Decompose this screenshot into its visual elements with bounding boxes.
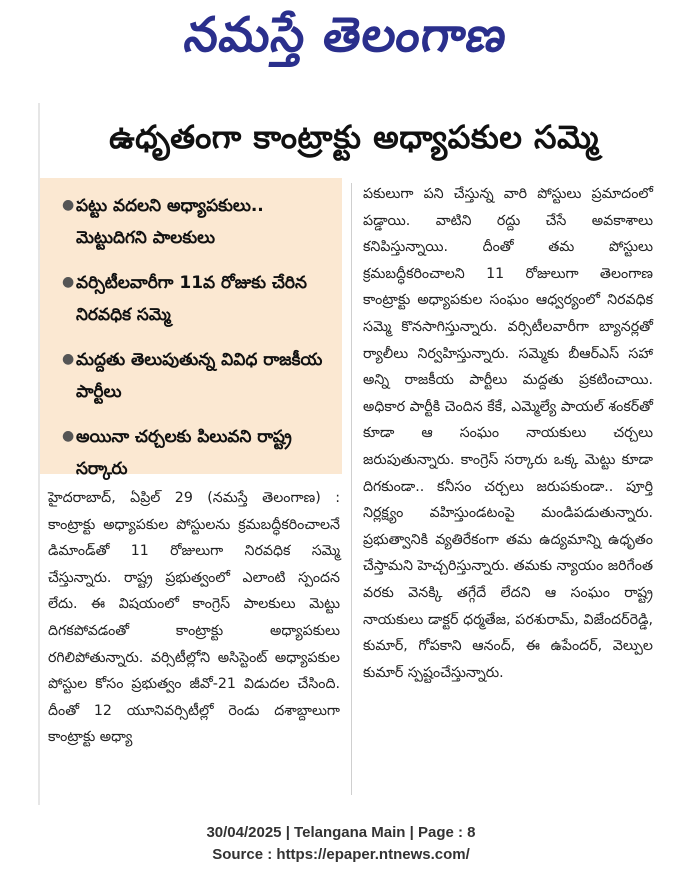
article-clipping <box>38 103 668 805</box>
newspaper-masthead <box>150 6 540 76</box>
bullet-icon: ● <box>62 274 75 290</box>
footer-source: Source : https://epaper.ntnews.com/ <box>212 846 470 863</box>
page-footer <box>0 822 682 866</box>
highlight-text: అయినా చర్చలకు పిలువని రాష్ట్ర సర్కారు <box>76 427 292 479</box>
highlight-text: పట్టు వదలని అధ్యాపకులు.. మెట్టుదిగని పాలకులు <box>76 196 264 248</box>
highlight-item <box>62 421 332 485</box>
masthead-logo-text: నమస్తే తెలంగాణ <box>180 7 512 63</box>
highlight-text: వర్సిటీలవారీగా 11వ రోజుకు చేరిన నిరవధిక సమ్మె <box>76 273 307 325</box>
highlight-text: మద్దతు తెలుపుతున్న వివిధ రాజకీయ పార్టీలు <box>76 350 323 402</box>
column-divider <box>351 183 352 795</box>
article-body-right-column: పకులుగా పని చేస్తున్న వారి పోస్టులు ప్రమాదంలో పడ్డాయి. వాటిని రద్దు చేసే అవకాశాలు కనిపిస్తున్నాయి. దీంతో తమ పోస్టులు క్రమబద్ధీకరించాలని 11 రోజులుగా తెలంగాణ కాంట్రాక్టు అధ్యాపకుల సంఘం ఆధ్వర్యంలో నిరవధిక సమ్మె కొనసాగిస్తున్నారు. వర్సిటీలవారీగా బ్యానర్లతో ర్యాలీలు నిర్వహిస్తున్నారు. సమ్మెకు బీఆర్‌ఎస్ సహా అన్ని రాజకీయ పార్టీలు మద్దతు ప్రకటించాయి. అధికార పార్టీకి చెందిన కేకే, ఎమ్మెల్యే పాయల్ శంకర్‌తో కూడా ఆ సంఘం నాయకులు చర్చలు జరుపుతున్నారు. కాంగ్రెస్ సర్కారు ఒక్క మెట్టు కూడా దిగకుండా.. కనీసం చర్చలు జరుపకుండా.. పూర్తి నిర్లక్ష్యం వహిస్తుండటంపై మండిపడుతున్నారు. ప్రభుత్వానికి వ్యతిరేకంగా తమ ఉద్యమాన్ని ఉధృతం చేస్తామని హెచ్చరిస్తున్నారు. తమకు న్యాయం జరిగేంత వరకు వెనక్కి తగ్గేదే లేదని ఆ సంఘం రాష్ట్ర నాయకులు డాక్టర్ ధర్మతేజ, పరశురామ్, విజేందర్‌రెడ్డి, కుమార్, గోపకాని ఆనంద్, ఈ ఉపేందర్, వెల్పుల కుమార్ స్పష్టంచేస్తున్నారు. <box>363 186 653 681</box>
bullet-icon: ● <box>62 428 75 444</box>
bullet-icon: ● <box>62 197 75 213</box>
highlight-item <box>62 267 332 331</box>
article-headline: ఉధృతంగా కాంట్రాక్టు అధ్యాపకుల సమ్మె <box>109 118 599 156</box>
highlight-item <box>62 344 332 408</box>
footer-edition-info: 30/04/2025 | Telangana Main | Page : 8 <box>206 824 476 841</box>
article-body-left-column: హైదరాబాద్, ఏప్రిల్ 29 (నమస్తే తెలంగాణ) : కాంట్రాక్టు అధ్యాపకుల పోస్టులను క్రమబద్ధీకరించాలనే డిమాండ్‌తో 11 రోజులుగా నిరవధిక సమ్మె చేస్తున్నారు. రాష్ట్ర ప్రభుత్వంలో ఎలాంటి స్పందన లేదు. ఈ విషయంలో కాంగ్రెస్ పాలకులు మెట్టు దిగకపోవడంతో కాంట్రాక్టు అధ్యాపకులు రగిలిపోతున్నారు. వర్సిటీల్లోని అసిస్టెంట్ అధ్యాపకుల పోస్టుల కోసం ప్రభుత్వం జీవో-21 విడుదల చేసింది. దీంతో 12 యూనివర్సిటీల్లో రెండు దశాబ్దాలుగా కాంట్రాక్టు అధ్యా <box>48 490 340 746</box>
highlights-box <box>40 178 342 479</box>
bullet-icon: ● <box>62 351 75 367</box>
highlight-item <box>62 190 332 254</box>
